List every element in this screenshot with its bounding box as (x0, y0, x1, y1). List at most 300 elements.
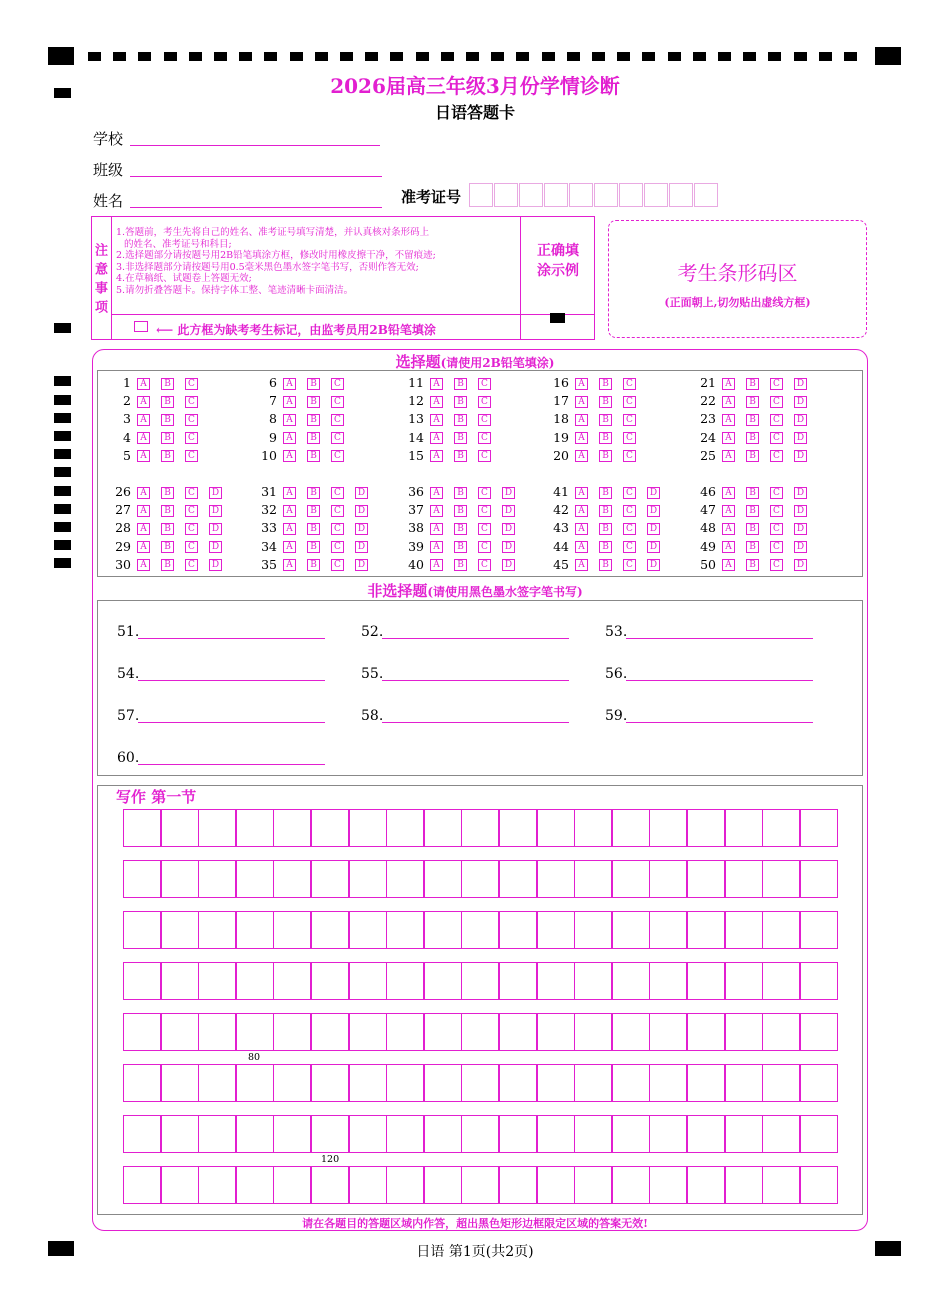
grid-cell[interactable] (762, 1013, 800, 1051)
answer-bubble-d[interactable]: D (502, 523, 515, 535)
grid-cell[interactable] (349, 809, 387, 847)
answer-bubble-d[interactable]: D (794, 450, 807, 462)
grid-cell[interactable] (424, 1064, 462, 1102)
short-answer-line[interactable] (382, 638, 569, 639)
answer-bubble-c[interactable]: C (623, 559, 636, 571)
answer-bubble-b[interactable]: B (161, 523, 174, 535)
grid-cell[interactable] (123, 860, 161, 898)
answer-bubble-a[interactable]: A (430, 450, 443, 462)
answer-bubble-b[interactable]: B (746, 487, 759, 499)
short-answer-line[interactable] (626, 680, 813, 681)
exam-number-digit-box[interactable] (544, 183, 568, 207)
answer-bubble-c[interactable]: C (623, 450, 636, 462)
grid-cell[interactable] (574, 1064, 612, 1102)
grid-cell[interactable] (762, 911, 800, 949)
answer-bubble-d[interactable]: D (794, 559, 807, 571)
answer-bubble-d[interactable]: D (794, 487, 807, 499)
answer-bubble-a[interactable]: A (575, 378, 588, 390)
grid-cell[interactable] (574, 860, 612, 898)
grid-cell[interactable] (161, 911, 199, 949)
answer-bubble-c[interactable]: C (770, 432, 783, 444)
answer-bubble-c[interactable]: C (770, 523, 783, 535)
answer-bubble-c[interactable]: C (623, 523, 636, 535)
grid-cell[interactable] (800, 962, 838, 1000)
grid-cell[interactable] (537, 860, 575, 898)
answer-bubble-a[interactable]: A (575, 541, 588, 553)
grid-cell[interactable] (649, 1166, 687, 1204)
answer-bubble-d[interactable]: D (794, 505, 807, 517)
grid-cell[interactable] (386, 809, 424, 847)
answer-bubble-c[interactable]: C (185, 505, 198, 517)
answer-bubble-a[interactable]: A (722, 505, 735, 517)
answer-bubble-b[interactable]: B (454, 378, 467, 390)
answer-bubble-b[interactable]: B (307, 523, 320, 535)
grid-cell[interactable] (800, 911, 838, 949)
answer-bubble-b[interactable]: B (454, 559, 467, 571)
answer-bubble-b[interactable]: B (307, 450, 320, 462)
grid-cell[interactable] (612, 1115, 650, 1153)
answer-bubble-d[interactable]: D (502, 487, 515, 499)
grid-cell[interactable] (725, 911, 763, 949)
grid-cell[interactable] (236, 911, 274, 949)
answer-bubble-a[interactable]: A (137, 523, 150, 535)
answer-bubble-a[interactable]: A (575, 414, 588, 426)
answer-bubble-a[interactable]: A (430, 541, 443, 553)
grid-cell[interactable] (574, 1013, 612, 1051)
grid-cell[interactable] (687, 1064, 725, 1102)
grid-cell[interactable] (236, 962, 274, 1000)
answer-bubble-b[interactable]: B (599, 378, 612, 390)
answer-bubble-b[interactable]: B (746, 559, 759, 571)
grid-cell[interactable] (198, 809, 236, 847)
answer-bubble-c[interactable]: C (478, 432, 491, 444)
answer-bubble-d[interactable]: D (209, 523, 222, 535)
answer-bubble-c[interactable]: C (623, 487, 636, 499)
answer-bubble-a[interactable]: A (430, 378, 443, 390)
answer-bubble-d[interactable]: D (794, 523, 807, 535)
grid-cell[interactable] (461, 1166, 499, 1204)
answer-bubble-c[interactable]: C (331, 450, 344, 462)
answer-bubble-b[interactable]: B (161, 450, 174, 462)
grid-cell[interactable] (612, 962, 650, 1000)
answer-bubble-c[interactable]: C (478, 414, 491, 426)
grid-cell[interactable] (424, 860, 462, 898)
grid-cell[interactable] (499, 1166, 537, 1204)
grid-cell[interactable] (461, 860, 499, 898)
grid-cell[interactable] (574, 1166, 612, 1204)
answer-bubble-a[interactable]: A (722, 450, 735, 462)
grid-cell[interactable] (499, 962, 537, 1000)
answer-bubble-b[interactable]: B (307, 432, 320, 444)
grid-cell[interactable] (687, 911, 725, 949)
grid-cell[interactable] (198, 860, 236, 898)
answer-bubble-c[interactable]: C (331, 487, 344, 499)
grid-cell[interactable] (762, 1166, 800, 1204)
grid-cell[interactable] (461, 962, 499, 1000)
answer-bubble-c[interactable]: C (185, 396, 198, 408)
answer-bubble-d[interactable]: D (794, 378, 807, 390)
grid-cell[interactable] (311, 1115, 349, 1153)
answer-bubble-c[interactable]: C (623, 541, 636, 553)
answer-bubble-c[interactable]: C (478, 378, 491, 390)
short-answer-line[interactable] (138, 680, 325, 681)
exam-number-digit-box[interactable] (519, 183, 543, 207)
grid-cell[interactable] (123, 1166, 161, 1204)
answer-bubble-c[interactable]: C (185, 541, 198, 553)
short-answer-line[interactable] (382, 722, 569, 723)
answer-bubble-b[interactable]: B (161, 559, 174, 571)
answer-bubble-b[interactable]: B (599, 523, 612, 535)
answer-bubble-b[interactable]: B (746, 541, 759, 553)
answer-bubble-c[interactable]: C (478, 487, 491, 499)
grid-cell[interactable] (687, 1013, 725, 1051)
grid-cell[interactable] (161, 1115, 199, 1153)
grid-cell[interactable] (649, 911, 687, 949)
grid-cell[interactable] (273, 1115, 311, 1153)
answer-bubble-d[interactable]: D (209, 541, 222, 553)
grid-cell[interactable] (386, 911, 424, 949)
answer-bubble-b[interactable]: B (746, 523, 759, 535)
class-input[interactable] (130, 175, 382, 177)
grid-cell[interactable] (123, 1013, 161, 1051)
grid-cell[interactable] (725, 860, 763, 898)
grid-cell[interactable] (612, 1166, 650, 1204)
answer-bubble-b[interactable]: B (161, 396, 174, 408)
grid-cell[interactable] (725, 1166, 763, 1204)
grid-cell[interactable] (725, 1064, 763, 1102)
grid-cell[interactable] (574, 962, 612, 1000)
grid-cell[interactable] (499, 809, 537, 847)
answer-bubble-c[interactable]: C (331, 541, 344, 553)
grid-cell[interactable] (574, 1115, 612, 1153)
grid-cell[interactable] (687, 809, 725, 847)
answer-bubble-a[interactable]: A (722, 414, 735, 426)
answer-bubble-c[interactable]: C (185, 414, 198, 426)
answer-bubble-a[interactable]: A (722, 487, 735, 499)
exam-number-digit-box[interactable] (469, 183, 493, 207)
grid-cell[interactable] (800, 860, 838, 898)
answer-bubble-a[interactable]: A (283, 523, 296, 535)
grid-cell[interactable] (762, 809, 800, 847)
answer-bubble-d[interactable]: D (502, 559, 515, 571)
grid-cell[interactable] (537, 1166, 575, 1204)
grid-cell[interactable] (349, 1064, 387, 1102)
grid-cell[interactable] (198, 1115, 236, 1153)
answer-bubble-a[interactable]: A (137, 450, 150, 462)
exam-number-digit-box[interactable] (694, 183, 718, 207)
answer-bubble-c[interactable]: C (478, 450, 491, 462)
answer-bubble-b[interactable]: B (454, 396, 467, 408)
answer-bubble-b[interactable]: B (599, 414, 612, 426)
grid-cell[interactable] (649, 1115, 687, 1153)
answer-bubble-d[interactable]: D (355, 559, 368, 571)
answer-bubble-a[interactable]: A (722, 432, 735, 444)
grid-cell[interactable] (386, 1115, 424, 1153)
grid-cell[interactable] (236, 809, 274, 847)
answer-bubble-d[interactable]: D (794, 541, 807, 553)
grid-cell[interactable] (273, 860, 311, 898)
answer-bubble-a[interactable]: A (137, 396, 150, 408)
answer-bubble-b[interactable]: B (307, 559, 320, 571)
answer-bubble-c[interactable]: C (185, 450, 198, 462)
answer-bubble-c[interactable]: C (623, 505, 636, 517)
grid-cell[interactable] (161, 1013, 199, 1051)
grid-cell[interactable] (461, 809, 499, 847)
grid-cell[interactable] (311, 1013, 349, 1051)
answer-bubble-b[interactable]: B (599, 559, 612, 571)
grid-cell[interactable] (612, 860, 650, 898)
grid-cell[interactable] (461, 1115, 499, 1153)
answer-bubble-c[interactable]: C (478, 523, 491, 535)
answer-bubble-d[interactable]: D (647, 523, 660, 535)
answer-bubble-b[interactable]: B (307, 396, 320, 408)
grid-cell[interactable] (386, 860, 424, 898)
answer-bubble-a[interactable]: A (722, 378, 735, 390)
answer-bubble-b[interactable]: B (454, 487, 467, 499)
answer-bubble-a[interactable]: A (430, 505, 443, 517)
answer-bubble-c[interactable]: C (331, 523, 344, 535)
grid-cell[interactable] (349, 860, 387, 898)
answer-bubble-c[interactable]: C (770, 541, 783, 553)
grid-cell[interactable] (236, 1166, 274, 1204)
exam-number-digit-box[interactable] (669, 183, 693, 207)
grid-cell[interactable] (273, 962, 311, 1000)
answer-bubble-b[interactable]: B (746, 378, 759, 390)
answer-bubble-a[interactable]: A (430, 487, 443, 499)
grid-cell[interactable] (311, 1064, 349, 1102)
grid-cell[interactable] (461, 1013, 499, 1051)
answer-bubble-a[interactable]: A (283, 432, 296, 444)
grid-cell[interactable] (762, 860, 800, 898)
answer-bubble-a[interactable]: A (575, 450, 588, 462)
answer-bubble-d[interactable]: D (209, 559, 222, 571)
grid-cell[interactable] (198, 1064, 236, 1102)
answer-bubble-b[interactable]: B (746, 450, 759, 462)
grid-cell[interactable] (273, 911, 311, 949)
answer-bubble-b[interactable]: B (161, 487, 174, 499)
answer-bubble-a[interactable]: A (430, 559, 443, 571)
answer-bubble-c[interactable]: C (331, 396, 344, 408)
answer-bubble-c[interactable]: C (331, 414, 344, 426)
answer-bubble-c[interactable]: C (331, 432, 344, 444)
grid-cell[interactable] (537, 809, 575, 847)
grid-cell[interactable] (687, 1166, 725, 1204)
answer-bubble-c[interactable]: C (331, 559, 344, 571)
grid-cell[interactable] (123, 1064, 161, 1102)
grid-cell[interactable] (236, 1064, 274, 1102)
answer-bubble-c[interactable]: C (185, 487, 198, 499)
grid-cell[interactable] (649, 1064, 687, 1102)
answer-bubble-a[interactable]: A (575, 487, 588, 499)
answer-bubble-c[interactable]: C (623, 396, 636, 408)
grid-cell[interactable] (537, 1013, 575, 1051)
grid-cell[interactable] (123, 911, 161, 949)
answer-bubble-a[interactable]: A (137, 505, 150, 517)
grid-cell[interactable] (800, 1166, 838, 1204)
grid-cell[interactable] (649, 962, 687, 1000)
grid-cell[interactable] (236, 860, 274, 898)
grid-cell[interactable] (273, 1064, 311, 1102)
grid-cell[interactable] (800, 1064, 838, 1102)
answer-bubble-c[interactable]: C (623, 414, 636, 426)
answer-bubble-a[interactable]: A (575, 396, 588, 408)
answer-bubble-c[interactable]: C (770, 414, 783, 426)
grid-cell[interactable] (537, 1064, 575, 1102)
answer-bubble-b[interactable]: B (599, 541, 612, 553)
answer-bubble-c[interactable]: C (478, 541, 491, 553)
answer-bubble-c[interactable]: C (331, 378, 344, 390)
grid-cell[interactable] (198, 1166, 236, 1204)
grid-cell[interactable] (687, 860, 725, 898)
grid-cell[interactable] (762, 1064, 800, 1102)
grid-cell[interactable] (273, 809, 311, 847)
short-answer-line[interactable] (138, 638, 325, 639)
answer-bubble-c[interactable]: C (478, 396, 491, 408)
grid-cell[interactable] (311, 1166, 349, 1204)
grid-cell[interactable] (236, 1115, 274, 1153)
grid-cell[interactable] (198, 962, 236, 1000)
grid-cell[interactable] (499, 911, 537, 949)
answer-bubble-a[interactable]: A (137, 487, 150, 499)
grid-cell[interactable] (386, 1013, 424, 1051)
name-input[interactable] (130, 206, 382, 208)
grid-cell[interactable] (537, 911, 575, 949)
grid-cell[interactable] (424, 1115, 462, 1153)
grid-cell[interactable] (574, 809, 612, 847)
answer-bubble-c[interactable]: C (185, 432, 198, 444)
answer-bubble-a[interactable]: A (137, 414, 150, 426)
answer-bubble-a[interactable]: A (283, 378, 296, 390)
answer-bubble-d[interactable]: D (647, 505, 660, 517)
answer-bubble-b[interactable]: B (746, 505, 759, 517)
answer-bubble-a[interactable]: A (283, 505, 296, 517)
answer-bubble-b[interactable]: B (307, 487, 320, 499)
answer-bubble-b[interactable]: B (746, 414, 759, 426)
grid-cell[interactable] (612, 911, 650, 949)
answer-bubble-d[interactable]: D (647, 559, 660, 571)
answer-bubble-c[interactable]: C (770, 559, 783, 571)
answer-bubble-b[interactable]: B (307, 505, 320, 517)
answer-bubble-b[interactable]: B (307, 541, 320, 553)
exam-number-digit-box[interactable] (494, 183, 518, 207)
answer-bubble-a[interactable]: A (722, 396, 735, 408)
answer-bubble-b[interactable]: B (599, 396, 612, 408)
answer-bubble-b[interactable]: B (599, 505, 612, 517)
exam-number-digit-box[interactable] (619, 183, 643, 207)
grid-cell[interactable] (424, 809, 462, 847)
answer-bubble-c[interactable]: C (770, 396, 783, 408)
short-answer-line[interactable] (138, 722, 325, 723)
grid-cell[interactable] (198, 1013, 236, 1051)
answer-bubble-b[interactable]: B (161, 414, 174, 426)
answer-bubble-a[interactable]: A (283, 396, 296, 408)
answer-bubble-b[interactable]: B (307, 378, 320, 390)
grid-cell[interactable] (461, 1064, 499, 1102)
grid-cell[interactable] (386, 962, 424, 1000)
grid-cell[interactable] (161, 860, 199, 898)
answer-bubble-a[interactable]: A (575, 559, 588, 571)
answer-bubble-b[interactable]: B (307, 414, 320, 426)
answer-bubble-c[interactable]: C (185, 523, 198, 535)
grid-cell[interactable] (386, 1064, 424, 1102)
answer-bubble-d[interactable]: D (502, 505, 515, 517)
grid-cell[interactable] (273, 1166, 311, 1204)
answer-bubble-b[interactable]: B (746, 396, 759, 408)
answer-bubble-d[interactable]: D (502, 541, 515, 553)
grid-cell[interactable] (612, 1064, 650, 1102)
grid-cell[interactable] (311, 860, 349, 898)
answer-bubble-c[interactable]: C (770, 450, 783, 462)
answer-bubble-d[interactable]: D (355, 523, 368, 535)
grid-cell[interactable] (349, 962, 387, 1000)
answer-bubble-d[interactable]: D (355, 487, 368, 499)
answer-bubble-a[interactable]: A (430, 396, 443, 408)
answer-bubble-a[interactable]: A (430, 523, 443, 535)
grid-cell[interactable] (725, 1115, 763, 1153)
grid-cell[interactable] (273, 1013, 311, 1051)
answer-bubble-d[interactable]: D (355, 505, 368, 517)
answer-bubble-d[interactable]: D (794, 396, 807, 408)
answer-bubble-d[interactable]: D (355, 541, 368, 553)
answer-bubble-a[interactable]: A (137, 432, 150, 444)
grid-cell[interactable] (499, 1115, 537, 1153)
grid-cell[interactable] (800, 1115, 838, 1153)
answer-bubble-c[interactable]: C (770, 378, 783, 390)
grid-cell[interactable] (349, 911, 387, 949)
absent-checkbox[interactable] (134, 321, 148, 332)
answer-bubble-a[interactable]: A (283, 487, 296, 499)
grid-cell[interactable] (198, 911, 236, 949)
grid-cell[interactable] (349, 1166, 387, 1204)
grid-cell[interactable] (123, 809, 161, 847)
grid-cell[interactable] (687, 1115, 725, 1153)
answer-bubble-c[interactable]: C (623, 378, 636, 390)
grid-cell[interactable] (499, 1013, 537, 1051)
answer-bubble-b[interactable]: B (454, 414, 467, 426)
grid-cell[interactable] (161, 1064, 199, 1102)
grid-cell[interactable] (725, 809, 763, 847)
answer-bubble-a[interactable]: A (430, 432, 443, 444)
answer-bubble-b[interactable]: B (599, 450, 612, 462)
answer-bubble-a[interactable]: A (283, 414, 296, 426)
answer-bubble-c[interactable]: C (478, 559, 491, 571)
grid-cell[interactable] (311, 809, 349, 847)
answer-bubble-d[interactable]: D (209, 487, 222, 499)
grid-cell[interactable] (161, 809, 199, 847)
answer-bubble-c[interactable]: C (185, 559, 198, 571)
grid-cell[interactable] (537, 1115, 575, 1153)
exam-number-digit-box[interactable] (594, 183, 618, 207)
short-answer-line[interactable] (626, 722, 813, 723)
answer-bubble-a[interactable]: A (137, 559, 150, 571)
answer-bubble-c[interactable]: C (331, 505, 344, 517)
school-input[interactable] (130, 144, 380, 146)
grid-cell[interactable] (386, 1166, 424, 1204)
grid-cell[interactable] (762, 1115, 800, 1153)
grid-cell[interactable] (424, 962, 462, 1000)
answer-bubble-c[interactable]: C (623, 432, 636, 444)
grid-cell[interactable] (424, 1013, 462, 1051)
grid-cell[interactable] (649, 1013, 687, 1051)
grid-cell[interactable] (424, 1166, 462, 1204)
grid-cell[interactable] (349, 1115, 387, 1153)
exam-number-digit-box[interactable] (569, 183, 593, 207)
grid-cell[interactable] (687, 962, 725, 1000)
grid-cell[interactable] (311, 911, 349, 949)
answer-bubble-b[interactable]: B (161, 541, 174, 553)
grid-cell[interactable] (424, 911, 462, 949)
answer-bubble-a[interactable]: A (575, 505, 588, 517)
